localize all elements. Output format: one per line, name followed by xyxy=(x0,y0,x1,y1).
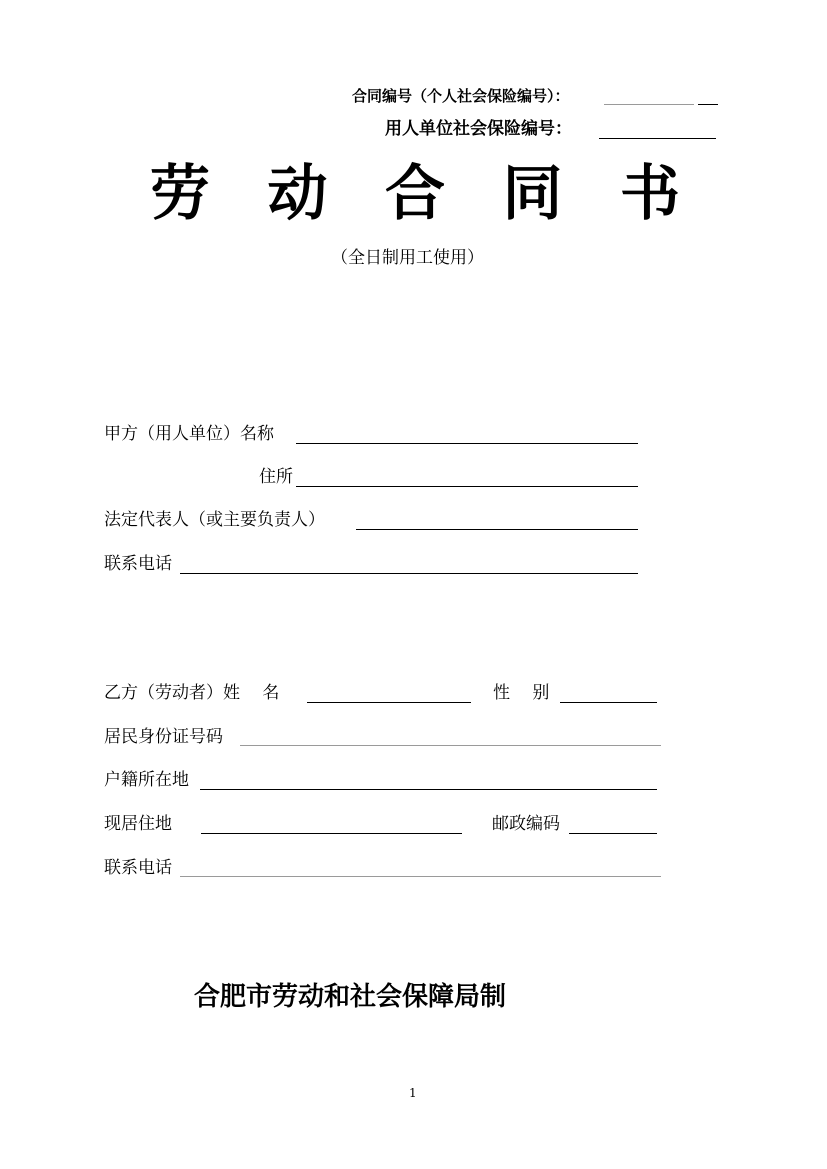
party-a-name-field[interactable] xyxy=(296,443,638,444)
document-subtitle: （全日制用工使用） xyxy=(331,248,484,268)
title-char: 书 xyxy=(620,159,680,229)
contract-number-field[interactable] xyxy=(604,104,694,105)
party-a-legal-rep-field[interactable] xyxy=(356,529,638,530)
party-a-phone-label: 联系电话 xyxy=(104,554,172,574)
contract-number-field-end xyxy=(698,104,718,105)
party-b-residence-field[interactable] xyxy=(201,833,462,834)
party-b-household-field[interactable] xyxy=(200,789,657,790)
party-b-residence-label: 现居住地 xyxy=(104,814,172,834)
party-a-legal-rep-label: 法定代表人（或主要负责人） xyxy=(104,510,325,530)
party-b-phone-label: 联系电话 xyxy=(104,858,172,878)
page-number: 1 xyxy=(409,1086,417,1100)
party-b-name-field[interactable] xyxy=(307,702,471,703)
contract-number-label: 合同编号（个人社会保险编号）： xyxy=(352,87,570,105)
party-b-phone-field[interactable] xyxy=(180,876,661,877)
party-b-id-label: 居民身份证号码 xyxy=(104,727,223,747)
employer-social-security-label: 用人单位社会保险编号： xyxy=(385,119,572,139)
document-title xyxy=(150,159,680,229)
party-b-id-field[interactable] xyxy=(240,745,661,746)
party-a-address-field[interactable] xyxy=(296,486,638,487)
party-b-gender-label: 性 别 xyxy=(493,683,550,703)
title-char: 同 xyxy=(502,159,563,229)
party-a-address-label: 住所 xyxy=(259,467,293,487)
party-b-gender-field[interactable] xyxy=(560,702,657,703)
party-b-household-label: 户籍所在地 xyxy=(104,770,189,790)
party-a-name-label: 甲方（用人单位）名称 xyxy=(104,424,274,444)
party-b-postcode-label: 邮政编码 xyxy=(492,814,560,834)
employer-social-security-field[interactable] xyxy=(599,138,716,139)
title-char: 合 xyxy=(385,159,445,229)
title-char: 劳 xyxy=(150,159,210,229)
party-b-postcode-field[interactable] xyxy=(569,833,657,834)
party-b-name-label: 乙方（劳动者）姓 名 xyxy=(104,683,280,703)
title-char: 动 xyxy=(267,159,328,229)
issuing-organization: 合肥市劳动和社会保障局制 xyxy=(194,982,507,1012)
party-a-phone-field[interactable] xyxy=(180,573,638,574)
